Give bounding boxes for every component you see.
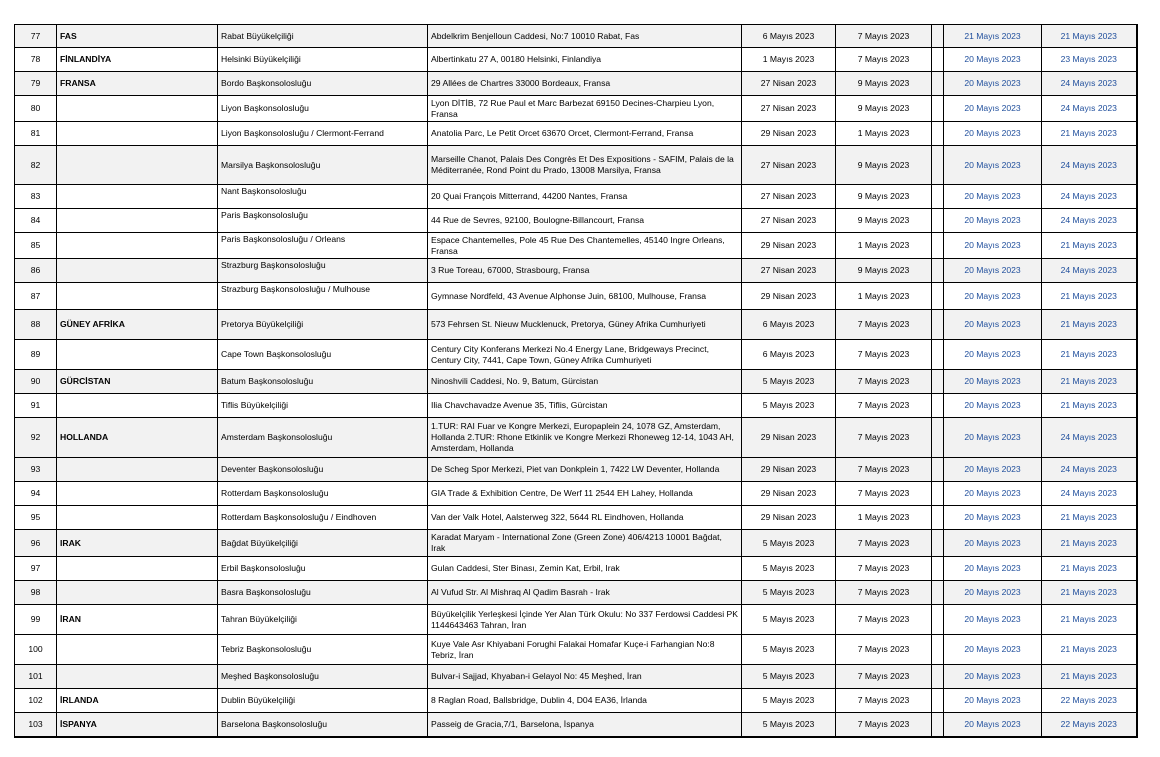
vote-date-1: 20 Mayıs 2023: [944, 185, 1042, 209]
table-row: [15, 635, 1137, 665]
end-date: 7 Mayıs 2023: [836, 25, 932, 48]
end-date: 7 Mayıs 2023: [836, 48, 932, 72]
row-number: 95: [15, 506, 57, 530]
vote-date-2: 21 Mayıs 2023: [1042, 557, 1137, 581]
end-date: 1 Mayıs 2023: [836, 122, 932, 146]
table-row: [15, 259, 1137, 283]
address-text: GIA Trade & Exhibition Centre, De Werf 11 2544 EH Lahey, Hollanda: [428, 482, 742, 506]
spacer-cell: [932, 185, 944, 209]
country-name: GÜNEY AFRİKA: [57, 310, 218, 340]
address-text: 44 Rue de Sevres, 92100, Boulogne-Billancourt, Fransa: [428, 209, 742, 233]
mission-name: Rotterdam Başkonsolosluğu / Eindhoven: [218, 506, 428, 530]
address-text: Espace Chantemelles, Pole 45 Rue Des Chantemelles, 45140 Ingre Orleans, Fransa: [428, 233, 742, 259]
vote-date-2: 21 Mayıs 2023: [1042, 665, 1137, 689]
country-name: FİNLANDİYA: [57, 48, 218, 72]
start-date: 1 Mayıs 2023: [742, 48, 836, 72]
row-number: 99: [15, 605, 57, 635]
address-text: Albertinkatu 27 A, 00180 Helsinki, Finlandiya: [428, 48, 742, 72]
end-date: 9 Mayıs 2023: [836, 146, 932, 185]
vote-date-1: 20 Mayıs 2023: [944, 394, 1042, 418]
address-text: Van der Valk Hotel, Aalsterweg 322, 5644 RL Eindhoven, Hollanda: [428, 506, 742, 530]
table-row: [15, 48, 1137, 72]
end-date: 7 Mayıs 2023: [836, 458, 932, 482]
end-date: 9 Mayıs 2023: [836, 185, 932, 209]
vote-date-1: 20 Mayıs 2023: [944, 310, 1042, 340]
country-name: [57, 283, 218, 310]
mission-name: Cape Town Başkonsolosluğu: [218, 340, 428, 370]
country-name: [57, 665, 218, 689]
end-date: 1 Mayıs 2023: [836, 506, 932, 530]
vote-date-1: 20 Mayıs 2023: [944, 283, 1042, 310]
start-date: 27 Nisan 2023: [742, 209, 836, 233]
spacer-cell: [932, 96, 944, 122]
vote-date-2: 24 Mayıs 2023: [1042, 185, 1137, 209]
table-row: [15, 72, 1137, 96]
row-number: 79: [15, 72, 57, 96]
vote-date-2: 21 Mayıs 2023: [1042, 283, 1137, 310]
mission-name: Nant Başkonsolosluğu: [218, 185, 428, 209]
vote-date-1: 20 Mayıs 2023: [944, 233, 1042, 259]
start-date: 29 Nisan 2023: [742, 506, 836, 530]
table-row: [15, 394, 1137, 418]
mission-name: Erbil Başkonsolosluğu: [218, 557, 428, 581]
row-number: 84: [15, 209, 57, 233]
spacer-cell: [932, 689, 944, 713]
country-name: [57, 394, 218, 418]
country-name: İRAN: [57, 605, 218, 635]
country-name: [57, 458, 218, 482]
row-number: 101: [15, 665, 57, 689]
address-text: 3 Rue Toreau, 67000, Strasbourg, Fransa: [428, 259, 742, 283]
end-date: 7 Mayıs 2023: [836, 530, 932, 557]
start-date: 27 Nisan 2023: [742, 96, 836, 122]
mission-name: Tahran Büyükelçiliği: [218, 605, 428, 635]
vote-date-2: 24 Mayıs 2023: [1042, 259, 1137, 283]
row-number: 83: [15, 185, 57, 209]
start-date: 5 Mayıs 2023: [742, 665, 836, 689]
vote-date-2: 24 Mayıs 2023: [1042, 418, 1137, 458]
row-number: 80: [15, 96, 57, 122]
mission-name: Bağdat Büyükelçiliği: [218, 530, 428, 557]
vote-date-2: 24 Mayıs 2023: [1042, 209, 1137, 233]
table-row: [15, 146, 1137, 185]
row-number: 96: [15, 530, 57, 557]
table-row: [15, 340, 1137, 370]
country-name: [57, 122, 218, 146]
mission-name: Bordo Başkonsolosluğu: [218, 72, 428, 96]
address-text: Lyon DİTİB, 72 Rue Paul et Marc Barbezat 69150 Decines-Charpieu Lyon, Fransa: [428, 96, 742, 122]
row-number: 93: [15, 458, 57, 482]
start-date: 29 Nisan 2023: [742, 122, 836, 146]
country-name: FRANSA: [57, 72, 218, 96]
table-row: [15, 689, 1137, 713]
spacer-cell: [932, 635, 944, 665]
end-date: 9 Mayıs 2023: [836, 259, 932, 283]
vote-date-1: 20 Mayıs 2023: [944, 635, 1042, 665]
start-date: 5 Mayıs 2023: [742, 605, 836, 635]
row-number: 87: [15, 283, 57, 310]
start-date: 27 Nisan 2023: [742, 72, 836, 96]
table-row: [15, 310, 1137, 340]
address-text: 20 Quai François Mitterrand, 44200 Nantes, Fransa: [428, 185, 742, 209]
row-number: 102: [15, 689, 57, 713]
table-row: [15, 530, 1137, 557]
table-row: [15, 185, 1137, 209]
spacer-cell: [932, 506, 944, 530]
vote-date-2: 24 Mayıs 2023: [1042, 96, 1137, 122]
row-number: 97: [15, 557, 57, 581]
spacer-cell: [932, 48, 944, 72]
mission-name: Liyon Başkonsolosluğu / Clermont-Ferrand: [218, 122, 428, 146]
address-text: Kuye Vale Asr Khiyabani Forughi Falakai Homafar Kuçe-i Farhangian No:8 Tebriz, İran: [428, 635, 742, 665]
mission-name: Helsinki Büyükelçiliği: [218, 48, 428, 72]
table-row: [15, 233, 1137, 259]
mission-name: Amsterdam Başkonsolosluğu: [218, 418, 428, 458]
row-number: 89: [15, 340, 57, 370]
mission-name: Barselona Başkonsolosluğu: [218, 713, 428, 737]
start-date: 29 Nisan 2023: [742, 418, 836, 458]
start-date: 5 Mayıs 2023: [742, 635, 836, 665]
spacer-cell: [932, 72, 944, 96]
table-body: [15, 25, 1137, 737]
end-date: 7 Mayıs 2023: [836, 581, 932, 605]
start-date: 5 Mayıs 2023: [742, 689, 836, 713]
vote-date-2: 22 Mayıs 2023: [1042, 689, 1137, 713]
row-number: 86: [15, 259, 57, 283]
vote-date-2: 21 Mayıs 2023: [1042, 581, 1137, 605]
table-row: [15, 482, 1137, 506]
country-name: İSPANYA: [57, 713, 218, 737]
row-number: 85: [15, 233, 57, 259]
mission-name: Rabat Büyükelçiliği: [218, 25, 428, 48]
address-text: Gymnase Nordfeld, 43 Avenue Alphonse Juin, 68100, Mulhouse, Fransa: [428, 283, 742, 310]
end-date: 7 Mayıs 2023: [836, 713, 932, 737]
spacer-cell: [932, 340, 944, 370]
vote-date-1: 20 Mayıs 2023: [944, 122, 1042, 146]
country-name: [57, 581, 218, 605]
start-date: 29 Nisan 2023: [742, 283, 836, 310]
vote-date-2: 21 Mayıs 2023: [1042, 635, 1137, 665]
vote-date-1: 20 Mayıs 2023: [944, 340, 1042, 370]
vote-date-2: 24 Mayıs 2023: [1042, 482, 1137, 506]
table-row: [15, 458, 1137, 482]
address-text: 573 Fehrsen St. Nieuw Mucklenuck, Pretorya, Güney Afrika Cumhuriyeti: [428, 310, 742, 340]
vote-date-2: 21 Mayıs 2023: [1042, 310, 1137, 340]
country-name: FAS: [57, 25, 218, 48]
start-date: 5 Mayıs 2023: [742, 394, 836, 418]
country-name: [57, 185, 218, 209]
country-name: [57, 146, 218, 185]
end-date: 7 Mayıs 2023: [836, 340, 932, 370]
address-text: Marseille Chanot, Palais Des Congrès Et Des Expositions - SAFIM, Palais de la Méditerranée, Rond Point du Prado, 13008 Marsilya, Fransa: [428, 146, 742, 185]
mission-name: Tebriz Başkonsolosluğu: [218, 635, 428, 665]
spacer-cell: [932, 530, 944, 557]
row-number: 103: [15, 713, 57, 737]
table-row: [15, 209, 1137, 233]
vote-date-1: 20 Mayıs 2023: [944, 506, 1042, 530]
start-date: 5 Mayıs 2023: [742, 370, 836, 394]
address-text: Al Vufud Str. Al Mishraq Al Qadim Basrah - Irak: [428, 581, 742, 605]
spacer-cell: [932, 310, 944, 340]
vote-date-1: 20 Mayıs 2023: [944, 96, 1042, 122]
table-row: [15, 557, 1137, 581]
spacer-cell: [932, 581, 944, 605]
mission-name: Paris Başkonsolosluğu / Orleans: [218, 233, 428, 259]
spacer-cell: [932, 418, 944, 458]
vote-date-2: 21 Mayıs 2023: [1042, 122, 1137, 146]
row-number: 100: [15, 635, 57, 665]
table-row: [15, 506, 1137, 530]
end-date: 1 Mayıs 2023: [836, 233, 932, 259]
mission-name: Dublin Büyükelçiliği: [218, 689, 428, 713]
vote-date-2: 21 Mayıs 2023: [1042, 605, 1137, 635]
vote-date-2: 21 Mayıs 2023: [1042, 394, 1137, 418]
vote-date-2: 21 Mayıs 2023: [1042, 530, 1137, 557]
table-row: [15, 122, 1137, 146]
mission-name: Tiflis Büyükelçiliği: [218, 394, 428, 418]
start-date: 29 Nisan 2023: [742, 458, 836, 482]
start-date: 5 Mayıs 2023: [742, 557, 836, 581]
end-date: 7 Mayıs 2023: [836, 394, 932, 418]
spacer-cell: [932, 458, 944, 482]
consulate-table: [14, 24, 1138, 738]
start-date: 27 Nisan 2023: [742, 259, 836, 283]
end-date: 7 Mayıs 2023: [836, 635, 932, 665]
address-text: Büyükelçilik Yerleşkesi İçinde Yer Alan Türk Okulu: No 337 Ferdowsi Caddesi PK 1144643463 Tahran, İran: [428, 605, 742, 635]
start-date: 5 Mayıs 2023: [742, 530, 836, 557]
end-date: 7 Mayıs 2023: [836, 665, 932, 689]
vote-date-1: 20 Mayıs 2023: [944, 209, 1042, 233]
vote-date-1: 20 Mayıs 2023: [944, 530, 1042, 557]
end-date: 7 Mayıs 2023: [836, 310, 932, 340]
spacer-cell: [932, 233, 944, 259]
row-number: 78: [15, 48, 57, 72]
country-name: [57, 340, 218, 370]
start-date: 6 Mayıs 2023: [742, 310, 836, 340]
country-name: HOLLANDA: [57, 418, 218, 458]
spacer-cell: [932, 713, 944, 737]
vote-date-1: 20 Mayıs 2023: [944, 482, 1042, 506]
address-text: 8 Raglan Road, Ballsbridge, Dublin 4, D04 EA36, İrlanda: [428, 689, 742, 713]
country-name: [57, 233, 218, 259]
spacer-cell: [932, 370, 944, 394]
mission-name: Marsilya Başkonsolosluğu: [218, 146, 428, 185]
mission-name: Strazburg Başkonsolosluğu / Mulhouse: [218, 283, 428, 310]
spacer-cell: [932, 146, 944, 185]
mission-name: Rotterdam Başkonsolosluğu: [218, 482, 428, 506]
address-text: Anatolia Parc, Le Petit Orcet 63670 Orcet, Clermont-Ferrand, Fransa: [428, 122, 742, 146]
end-date: 7 Mayıs 2023: [836, 689, 932, 713]
vote-date-1: 20 Mayıs 2023: [944, 48, 1042, 72]
country-name: [57, 209, 218, 233]
vote-date-2: 24 Mayıs 2023: [1042, 458, 1137, 482]
vote-date-1: 20 Mayıs 2023: [944, 72, 1042, 96]
start-date: 29 Nisan 2023: [742, 233, 836, 259]
vote-date-2: 22 Mayıs 2023: [1042, 713, 1137, 737]
table-row: [15, 713, 1137, 737]
vote-date-2: 21 Mayıs 2023: [1042, 25, 1137, 48]
country-name: [57, 557, 218, 581]
table-row: [15, 25, 1137, 48]
end-date: 7 Mayıs 2023: [836, 557, 932, 581]
address-text: Passeig de Gracia,7/1, Barselona, İspanya: [428, 713, 742, 737]
vote-date-2: 21 Mayıs 2023: [1042, 506, 1137, 530]
address-text: 1.TUR: RAI Fuar ve Kongre Merkezi, Europaplein 24, 1078 GZ, Amsterdam, Hollanda 2.TUR: Rhone Etkinlik ve Kongre Merkezi Rhoneweg 12-14, 1043 AH, Amsterdam, Hollanda: [428, 418, 742, 458]
end-date: 1 Mayıs 2023: [836, 283, 932, 310]
address-text: Gulan Caddesi, Ster Binası, Zemin Kat, Erbil, Irak: [428, 557, 742, 581]
country-name: GÜRCİSTAN: [57, 370, 218, 394]
spacer-cell: [932, 665, 944, 689]
end-date: 9 Mayıs 2023: [836, 72, 932, 96]
vote-date-1: 20 Mayıs 2023: [944, 418, 1042, 458]
mission-name: Pretorya Büyükelçiliği: [218, 310, 428, 340]
spacer-cell: [932, 482, 944, 506]
vote-date-2: 21 Mayıs 2023: [1042, 233, 1137, 259]
vote-date-1: 20 Mayıs 2023: [944, 689, 1042, 713]
table-row: [15, 96, 1137, 122]
table-row: [15, 665, 1137, 689]
country-name: [57, 96, 218, 122]
row-number: 88: [15, 310, 57, 340]
country-name: [57, 259, 218, 283]
address-text: Abdelkrim Benjelloun Caddesi, No:7 10010 Rabat, Fas: [428, 25, 742, 48]
mission-name: Paris Başkonsolosluğu: [218, 209, 428, 233]
mission-name: Strazburg Başkonsolosluğu: [218, 259, 428, 283]
country-name: IRAK: [57, 530, 218, 557]
spacer-cell: [932, 122, 944, 146]
vote-date-2: 21 Mayıs 2023: [1042, 370, 1137, 394]
start-date: 5 Mayıs 2023: [742, 581, 836, 605]
country-name: İRLANDA: [57, 689, 218, 713]
start-date: 29 Nisan 2023: [742, 482, 836, 506]
table-row: [15, 283, 1137, 310]
mission-name: Batum Başkonsolosluğu: [218, 370, 428, 394]
address-text: Ilia Chavchavadze Avenue 35, Tiflis, Gürcistan: [428, 394, 742, 418]
vote-date-1: 20 Mayıs 2023: [944, 665, 1042, 689]
table-row: [15, 418, 1137, 458]
vote-date-1: 20 Mayıs 2023: [944, 259, 1042, 283]
vote-date-2: 24 Mayıs 2023: [1042, 146, 1137, 185]
start-date: 5 Mayıs 2023: [742, 713, 836, 737]
spacer-cell: [932, 557, 944, 581]
table-row: [15, 605, 1137, 635]
row-number: 77: [15, 25, 57, 48]
mission-name: Deventer Başkonsolosluğu: [218, 458, 428, 482]
vote-date-1: 20 Mayıs 2023: [944, 146, 1042, 185]
mission-name: Basra Başkonsolosluğu: [218, 581, 428, 605]
end-date: 9 Mayıs 2023: [836, 209, 932, 233]
address-text: Ninoshvili Caddesi, No. 9, Batum, Gürcistan: [428, 370, 742, 394]
row-number: 81: [15, 122, 57, 146]
vote-date-2: 23 Mayıs 2023: [1042, 48, 1137, 72]
spacer-cell: [932, 209, 944, 233]
start-date: 27 Nisan 2023: [742, 185, 836, 209]
address-text: Karadat Maryam - International Zone (Green Zone) 406/4213 10001 Bağdat, Irak: [428, 530, 742, 557]
row-number: 92: [15, 418, 57, 458]
table-row: [15, 581, 1137, 605]
address-text: 29 Allées de Chartres 33000 Bordeaux, Fransa: [428, 72, 742, 96]
end-date: 9 Mayıs 2023: [836, 96, 932, 122]
row-number: 94: [15, 482, 57, 506]
table-row: [15, 370, 1137, 394]
address-text: De Scheg Spor Merkezi, Piet van Donkplein 1, 7422 LW Deventer, Hollanda: [428, 458, 742, 482]
spacer-cell: [932, 394, 944, 418]
vote-date-2: 21 Mayıs 2023: [1042, 340, 1137, 370]
vote-date-1: 20 Mayıs 2023: [944, 581, 1042, 605]
vote-date-1: 20 Mayıs 2023: [944, 605, 1042, 635]
end-date: 7 Mayıs 2023: [836, 482, 932, 506]
mission-name: Meşhed Başkonsolosluğu: [218, 665, 428, 689]
vote-date-1: 20 Mayıs 2023: [944, 370, 1042, 394]
vote-date-1: 20 Mayıs 2023: [944, 713, 1042, 737]
vote-date-1: 21 Mayıs 2023: [944, 25, 1042, 48]
country-name: [57, 506, 218, 530]
end-date: 7 Mayıs 2023: [836, 418, 932, 458]
start-date: 27 Nisan 2023: [742, 146, 836, 185]
start-date: 6 Mayıs 2023: [742, 340, 836, 370]
address-text: Century City Konferans Merkezi No.4 Energy Lane, Bridgeways Precinct, Century City, 7441, Cape Town, Güney Afrika Cumhuriyeti: [428, 340, 742, 370]
mission-name: Liyon Başkonsolosluğu: [218, 96, 428, 122]
row-number: 98: [15, 581, 57, 605]
end-date: 7 Mayıs 2023: [836, 370, 932, 394]
end-date: 7 Mayıs 2023: [836, 605, 932, 635]
row-number: 90: [15, 370, 57, 394]
row-number: 91: [15, 394, 57, 418]
spacer-cell: [932, 283, 944, 310]
address-text: Bulvar-i Sajjad, Khyaban-i Gelayol No: 45 Meşhed, İran: [428, 665, 742, 689]
vote-date-2: 24 Mayıs 2023: [1042, 72, 1137, 96]
country-name: [57, 635, 218, 665]
row-number: 82: [15, 146, 57, 185]
spacer-cell: [932, 25, 944, 48]
spacer-cell: [932, 605, 944, 635]
spacer-cell: [932, 259, 944, 283]
country-name: [57, 482, 218, 506]
vote-date-1: 20 Mayıs 2023: [944, 557, 1042, 581]
start-date: 6 Mayıs 2023: [742, 25, 836, 48]
vote-date-1: 20 Mayıs 2023: [944, 458, 1042, 482]
